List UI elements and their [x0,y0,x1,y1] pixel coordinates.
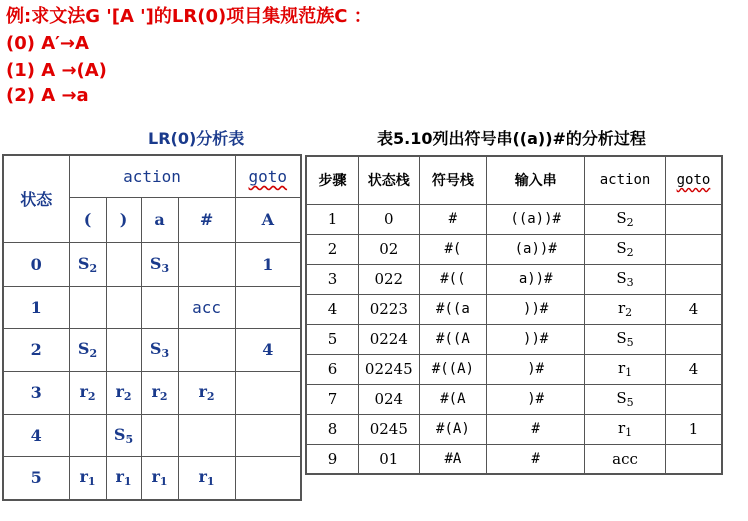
process-header-cell: goto [665,156,722,204]
process-cell: # [487,414,585,444]
process-cell: $r_2$ [585,294,666,324]
process-cell: #A [419,444,487,474]
lr-table-cell [235,286,301,328]
process-cell: ))# [487,324,585,354]
lr-table-cell [178,242,235,286]
process-cell: (a))# [487,234,585,264]
subscript: 2 [123,390,132,403]
process-row [306,204,722,234]
process-row [306,414,722,444]
subscript: 2 [206,390,215,403]
state-header: 状态 [3,155,69,242]
process-cell: 02 [359,234,420,264]
lr-table-cell [141,414,178,456]
process-cell [665,324,722,354]
subscript: 1 [206,475,215,489]
process-cell: 4 [306,294,359,324]
process-cell: acc [585,444,666,474]
lr-table-cell: acc [178,286,235,328]
process-cell: )# [487,384,585,414]
process-cell: 4 [665,354,722,384]
lr-column-header: ( [69,197,106,242]
lr-table-cell [235,456,301,500]
lr-table-cell: $r_1$ [106,456,141,500]
subscript: 2 [625,306,633,319]
process-cell: 02245 [359,354,420,384]
subscript: 2 [89,261,98,275]
process-cell [665,234,722,264]
process-cell: #((A [419,324,487,354]
subscript: 2 [87,390,96,403]
lr-table-cell: $r_2$ [178,371,235,414]
process-cell: #( [419,234,487,264]
process-cell: ))# [487,294,585,324]
subscript: 3 [161,347,170,360]
process-cell: 01 [359,444,420,474]
subscript: 2 [89,347,98,360]
grammar-rule-0: (0) A′→A [6,33,89,54]
lr-table-cell: $r_2$ [106,371,141,414]
process-cell: 1 [665,414,722,444]
lr-column-header: a [141,197,178,242]
subscript: 2 [159,390,168,403]
process-cell: 0224 [359,324,420,354]
lr-table-cell [235,371,301,414]
state-cell: 5 [3,456,69,500]
process-cell: $S_5$ [585,384,666,414]
subscript: 1 [87,475,96,489]
process-cell: $r_1$ [585,354,666,384]
process-header-cell: 状态栈 [359,156,420,204]
lr-table-cell [178,414,235,456]
process-cell: 6 [306,354,359,384]
process-row [306,444,722,474]
lr-table-cell: $r_2$ [141,371,178,414]
subscript: 5 [626,336,634,349]
process-row [306,384,722,414]
lr-table-cell: $r_1$ [141,456,178,500]
state-cell: 4 [3,414,69,456]
lr-table-cell [235,414,301,456]
subscript: 1 [625,426,633,439]
process-cell: 2 [306,234,359,264]
process-cell: 022 [359,264,420,294]
lr-table-cell [106,328,141,371]
process-cell: $S_2$ [585,204,666,234]
process-cell: 7 [306,384,359,414]
process-cell: $S_3$ [585,264,666,294]
lr-column-header: ) [106,197,141,242]
process-cell: 3 [306,264,359,294]
process-cell: 9 [306,444,359,474]
subscript: 2 [626,216,634,229]
lr-table-cell: $S_3$ [141,328,178,371]
process-cell: 0 [359,204,420,234]
process-cell: 0245 [359,414,420,444]
lr-table-cell: $r_1$ [69,456,106,500]
process-cell: 5 [306,324,359,354]
process-cell: a))# [487,264,585,294]
lr-table-cell: $r_2$ [69,371,106,414]
subscript: 5 [125,432,134,446]
subscript: 3 [161,261,170,275]
lr-table-cell [106,286,141,328]
process-row [306,294,722,324]
subscript: 1 [625,366,633,379]
state-cell: 3 [3,371,69,414]
lr-table-cell [69,286,106,328]
process-cell: 4 [665,294,722,324]
goto-header: goto [235,155,301,197]
grammar-rule-1: (1) A →(A) [6,60,107,81]
subscript: 1 [123,475,132,489]
lr-table-cell: $S_2$ [69,242,106,286]
lr-table-cell: $r_1$ [178,456,235,500]
process-cell: #((a [419,294,487,324]
process-cell: 0223 [359,294,420,324]
lr-table-cell: $S_3$ [141,242,178,286]
lr-table-row [3,414,301,456]
process-cell: #(A) [419,414,487,444]
process-cell: # [487,444,585,474]
process-cell: )# [487,354,585,384]
lr-table-cell [141,286,178,328]
process-cell: 1 [306,204,359,234]
action-header: action [69,155,235,197]
process-cell: ((a))# [487,204,585,234]
process-table-caption: 表5.10列出符号串((a))#的分析过程 [377,129,646,148]
state-cell: 1 [3,286,69,328]
process-cell [665,444,722,474]
process-cell: #(A [419,384,487,414]
process-cell: 024 [359,384,420,414]
lr-table-cell [178,328,235,371]
process-cell [665,264,722,294]
lr-table-row [3,328,301,371]
process-row [306,234,722,264]
process-row [306,264,722,294]
lr-column-header: # [178,197,235,242]
lr0-analysis-table [2,154,302,501]
process-cell [665,384,722,414]
grammar-rule-2: (2) A →a [6,85,89,106]
process-cell: #((A) [419,354,487,384]
process-header-cell: 步骤 [306,156,359,204]
process-cell: $S_2$ [585,234,666,264]
lr-table-row [3,286,301,328]
process-cell [665,204,722,234]
lr-table-row [3,371,301,414]
lr-table-cell: 1 [235,242,301,286]
state-cell: 2 [3,328,69,371]
subscript: 5 [626,396,634,409]
process-cell: #(( [419,264,487,294]
lr-table-cell: $S_2$ [69,328,106,371]
subscript: 3 [626,276,634,289]
process-cell: $r_1$ [585,414,666,444]
process-row [306,354,722,384]
process-cell: # [419,204,487,234]
lr-table-row [3,242,301,286]
parse-process-table [305,155,723,475]
process-header-row [306,156,722,204]
lr-table-cell: $S_5$ [106,414,141,456]
lr-table-cell: 4 [235,328,301,371]
lr-table-row [3,456,301,500]
lr-column-header: A [235,197,301,242]
process-header-cell: action [585,156,666,204]
lr-table-cell [69,414,106,456]
process-header-cell: 输入串 [487,156,585,204]
example-heading: 例:求文法G '[A ']的LR(0)项目集规范族C ： [6,6,372,27]
process-cell: $S_5$ [585,324,666,354]
process-cell: 8 [306,414,359,444]
state-cell: 0 [3,242,69,286]
lr-table-caption: LR(0)分析表 [148,129,245,148]
process-header-cell: 符号栈 [419,156,487,204]
subscript: 1 [159,475,168,489]
lr-table-cell [106,242,141,286]
subscript: 2 [626,246,634,259]
process-row [306,324,722,354]
